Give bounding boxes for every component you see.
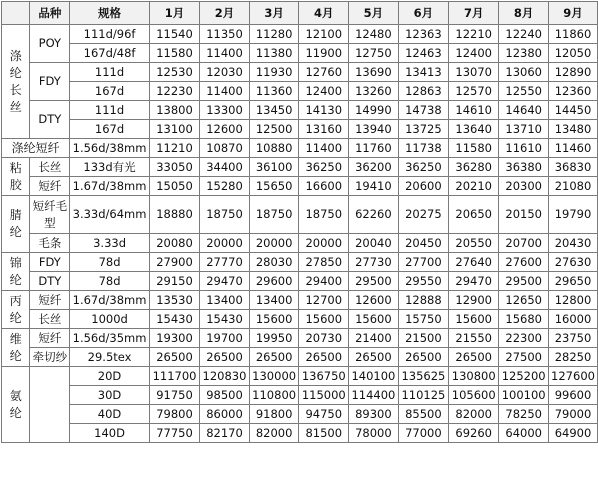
table-row	[2, 405, 598, 424]
value-cell-month-2: 29470	[200, 272, 250, 291]
value-cell-month-3: 12500	[249, 120, 299, 139]
subcategory-vinylon-staple: 短纤	[30, 329, 70, 348]
value-cell-month-4: 115000	[299, 386, 349, 405]
value-cell-month-2: 13300	[200, 101, 250, 120]
value-cell-month-2: 98500	[200, 386, 250, 405]
value-cell-month-2: 82170	[200, 424, 250, 443]
value-cell-month-3: 36100	[249, 158, 299, 177]
spec-cell: 1.56d/38mm	[70, 139, 150, 158]
spec-cell: 20D	[70, 367, 150, 386]
value-cell-month-8: 12240	[499, 25, 549, 44]
table-row	[2, 82, 598, 101]
value-cell-month-4: 12700	[299, 291, 349, 310]
value-cell-month-5: 13260	[349, 82, 399, 101]
value-cell-month-2: 86000	[200, 405, 250, 424]
value-cell-month-5: 20040	[349, 234, 399, 253]
value-cell-month-3: 13450	[249, 101, 299, 120]
value-cell-month-6: 21500	[398, 329, 448, 348]
table-row	[2, 310, 598, 329]
table-row	[2, 291, 598, 310]
value-cell-month-1: 15430	[149, 310, 199, 329]
header-spec: 规格	[70, 2, 150, 25]
value-cell-month-9: 12800	[549, 291, 598, 310]
value-cell-month-8: 15680	[499, 310, 549, 329]
spec-cell: 111d	[70, 63, 150, 82]
value-cell-month-5: 12480	[349, 25, 399, 44]
subcategory-pp-staple: 短纤	[30, 291, 70, 310]
header-month-3: 3月	[249, 2, 299, 25]
value-cell-month-1: 13800	[149, 101, 199, 120]
value-cell-month-9: 29650	[549, 272, 598, 291]
value-cell-month-1: 111700	[149, 367, 199, 386]
value-cell-month-1: 13100	[149, 120, 199, 139]
table-row	[2, 177, 598, 196]
value-cell-month-4: 94750	[299, 405, 349, 424]
spec-cell: 78d	[70, 272, 150, 291]
value-cell-month-4: 12400	[299, 82, 349, 101]
value-cell-month-1: 20080	[149, 234, 199, 253]
value-cell-month-2: 34400	[200, 158, 250, 177]
value-cell-month-3: 13400	[249, 291, 299, 310]
value-cell-month-7: 13640	[449, 120, 499, 139]
value-cell-month-5: 27730	[349, 253, 399, 272]
value-cell-month-9: 21080	[549, 177, 598, 196]
spec-cell: 111d	[70, 101, 150, 120]
value-cell-month-7: 14610	[449, 101, 499, 120]
value-cell-month-5: 15600	[349, 310, 399, 329]
value-cell-month-6: 85500	[398, 405, 448, 424]
value-cell-month-1: 79800	[149, 405, 199, 424]
subcategory-nylon-dty: DTY	[30, 272, 70, 291]
value-cell-month-7: 69260	[449, 424, 499, 443]
category-viscose: 粘胶	[2, 158, 30, 196]
value-cell-month-5: 36200	[349, 158, 399, 177]
value-cell-month-7: 12400	[449, 44, 499, 63]
value-cell-month-5: 26500	[349, 348, 399, 367]
value-cell-month-4: 14130	[299, 101, 349, 120]
spec-cell: 78d	[70, 253, 150, 272]
subcategory-pp-filament: 长丝	[30, 310, 70, 329]
value-cell-month-6: 20275	[398, 196, 448, 234]
table-row	[2, 139, 598, 158]
subcategory-viscose-filament: 长丝	[30, 158, 70, 177]
value-cell-month-7: 36280	[449, 158, 499, 177]
value-cell-month-9: 12360	[549, 82, 598, 101]
value-cell-month-9: 28250	[549, 348, 598, 367]
table-row	[2, 158, 598, 177]
value-cell-month-1: 26500	[149, 348, 199, 367]
value-cell-month-2: 20000	[200, 234, 250, 253]
value-cell-month-5: 14990	[349, 101, 399, 120]
value-cell-month-3: 91800	[249, 405, 299, 424]
value-cell-month-4: 27850	[299, 253, 349, 272]
value-cell-month-2: 15280	[200, 177, 250, 196]
subcategory-spandex-blank	[30, 367, 70, 443]
value-cell-month-3: 19950	[249, 329, 299, 348]
spec-cell: 111d/96f	[70, 25, 150, 44]
value-cell-month-8: 29500	[499, 272, 549, 291]
value-cell-month-6: 36250	[398, 158, 448, 177]
value-cell-month-1: 13530	[149, 291, 199, 310]
value-cell-month-5: 13690	[349, 63, 399, 82]
table-row	[2, 196, 598, 234]
header-month-9: 9月	[549, 2, 598, 25]
header-month-5: 5月	[349, 2, 399, 25]
table-row	[2, 253, 598, 272]
value-cell-month-6: 29550	[398, 272, 448, 291]
value-cell-month-2: 11400	[200, 82, 250, 101]
category-vinylon: 维纶	[2, 329, 30, 367]
value-cell-month-4: 81500	[299, 424, 349, 443]
subcategory-viscose-staple: 短纤	[30, 177, 70, 196]
value-cell-month-6: 15750	[398, 310, 448, 329]
header-month-8: 8月	[499, 2, 549, 25]
value-cell-month-8: 14640	[499, 101, 549, 120]
value-cell-month-4: 20000	[299, 234, 349, 253]
value-cell-month-8: 125200	[499, 367, 549, 386]
value-cell-month-3: 10880	[249, 139, 299, 158]
value-cell-month-8: 27600	[499, 253, 549, 272]
value-cell-month-4: 18750	[299, 196, 349, 234]
value-cell-month-8: 64000	[499, 424, 549, 443]
category-polypropylene: 丙纶	[2, 291, 30, 329]
value-cell-month-1: 11540	[149, 25, 199, 44]
value-cell-month-6: 27700	[398, 253, 448, 272]
value-cell-month-2: 12600	[200, 120, 250, 139]
value-cell-month-1: 11210	[149, 139, 199, 158]
value-cell-month-5: 29500	[349, 272, 399, 291]
value-cell-month-8: 27500	[499, 348, 549, 367]
value-cell-month-4: 15600	[299, 310, 349, 329]
table-row	[2, 63, 598, 82]
value-cell-month-8: 12550	[499, 82, 549, 101]
value-cell-month-6: 12888	[398, 291, 448, 310]
value-cell-month-4: 16600	[299, 177, 349, 196]
value-cell-month-4: 13160	[299, 120, 349, 139]
value-cell-month-9: 36830	[549, 158, 598, 177]
value-cell-month-8: 11610	[499, 139, 549, 158]
value-cell-month-1: 15050	[149, 177, 199, 196]
value-cell-month-8: 22300	[499, 329, 549, 348]
value-cell-month-2: 11350	[200, 25, 250, 44]
subcategory-vinylon-stretch: 牵切纱	[30, 348, 70, 367]
header-variety: 品种	[30, 2, 70, 25]
value-cell-month-6: 12863	[398, 82, 448, 101]
value-cell-month-7: 20650	[449, 196, 499, 234]
category-nylon: 锦纶	[2, 253, 30, 291]
value-cell-month-3: 29600	[249, 272, 299, 291]
spec-cell: 3.33d/64mm	[70, 196, 150, 234]
value-cell-month-2: 10870	[200, 139, 250, 158]
value-cell-month-5: 19410	[349, 177, 399, 196]
value-cell-month-5: 114400	[349, 386, 399, 405]
value-cell-month-9: 13480	[549, 120, 598, 139]
value-cell-month-6: 12363	[398, 25, 448, 44]
value-cell-month-7: 29470	[449, 272, 499, 291]
table-row	[2, 367, 598, 386]
table-row	[2, 25, 598, 44]
value-cell-month-7: 130800	[449, 367, 499, 386]
value-cell-month-6: 77000	[398, 424, 448, 443]
value-cell-month-9: 11860	[549, 25, 598, 44]
value-cell-month-1: 18880	[149, 196, 199, 234]
value-cell-month-4: 20730	[299, 329, 349, 348]
value-cell-month-1: 12530	[149, 63, 199, 82]
header-row	[2, 2, 598, 25]
value-cell-month-9: 127600	[549, 367, 598, 386]
value-cell-month-3: 110800	[249, 386, 299, 405]
header-month-1: 1月	[149, 2, 199, 25]
value-cell-month-6: 26500	[398, 348, 448, 367]
value-cell-month-5: 21400	[349, 329, 399, 348]
value-cell-month-6: 110125	[398, 386, 448, 405]
category-spandex: 氨纶	[2, 367, 30, 443]
header-month-2: 2月	[200, 2, 250, 25]
value-cell-month-7: 12210	[449, 25, 499, 44]
value-cell-month-7: 26500	[449, 348, 499, 367]
subcategory-dty: DTY	[30, 101, 70, 139]
value-cell-month-2: 15430	[200, 310, 250, 329]
category-polyester-staple: 涤纶短纤	[2, 139, 70, 158]
value-cell-month-2: 26500	[200, 348, 250, 367]
value-cell-month-5: 11760	[349, 139, 399, 158]
subcategory-nylon-fdy: FDY	[30, 253, 70, 272]
subcategory-acrylic-tow: 毛条	[30, 234, 70, 253]
value-cell-month-3: 20000	[249, 234, 299, 253]
header-month-6: 6月	[398, 2, 448, 25]
spec-cell: 1.56d/35mm	[70, 329, 150, 348]
value-cell-month-4: 12100	[299, 25, 349, 44]
spec-cell: 30D	[70, 386, 150, 405]
value-cell-month-4: 26500	[299, 348, 349, 367]
value-cell-month-1: 11580	[149, 44, 199, 63]
value-cell-month-4: 136750	[299, 367, 349, 386]
table-row	[2, 120, 598, 139]
value-cell-month-1: 27900	[149, 253, 199, 272]
header-blank	[2, 2, 30, 25]
table-row	[2, 329, 598, 348]
value-cell-month-3: 11380	[249, 44, 299, 63]
value-cell-month-5: 13940	[349, 120, 399, 139]
value-cell-month-6: 20600	[398, 177, 448, 196]
value-cell-month-6: 13413	[398, 63, 448, 82]
subcategory-poy: POY	[30, 25, 70, 63]
value-cell-month-3: 15650	[249, 177, 299, 196]
value-cell-month-9: 23750	[549, 329, 598, 348]
spec-cell: 40D	[70, 405, 150, 424]
spec-cell: 1000d	[70, 310, 150, 329]
value-cell-month-2: 18750	[200, 196, 250, 234]
spec-cell: 133d有光	[70, 158, 150, 177]
value-cell-month-5: 12600	[349, 291, 399, 310]
value-cell-month-9: 99600	[549, 386, 598, 405]
value-cell-month-7: 105600	[449, 386, 499, 405]
value-cell-month-1: 29150	[149, 272, 199, 291]
value-cell-month-9: 64900	[549, 424, 598, 443]
spec-cell: 167d/48f	[70, 44, 150, 63]
value-cell-month-4: 11400	[299, 139, 349, 158]
value-cell-month-5: 62260	[349, 196, 399, 234]
value-cell-month-2: 13400	[200, 291, 250, 310]
value-cell-month-7: 12570	[449, 82, 499, 101]
table-row	[2, 101, 598, 120]
value-cell-month-4: 29400	[299, 272, 349, 291]
value-cell-month-5: 89300	[349, 405, 399, 424]
value-cell-month-6: 13725	[398, 120, 448, 139]
value-cell-month-3: 28030	[249, 253, 299, 272]
value-cell-month-2: 27770	[200, 253, 250, 272]
table-row	[2, 348, 598, 367]
value-cell-month-3: 11360	[249, 82, 299, 101]
value-cell-month-3: 26500	[249, 348, 299, 367]
value-cell-month-8: 12380	[499, 44, 549, 63]
value-cell-month-3: 15600	[249, 310, 299, 329]
value-cell-month-9: 14450	[549, 101, 598, 120]
value-cell-month-7: 20550	[449, 234, 499, 253]
value-cell-month-8: 20700	[499, 234, 549, 253]
value-cell-month-6: 12463	[398, 44, 448, 63]
value-cell-month-8: 20300	[499, 177, 549, 196]
price-table	[1, 1, 598, 443]
value-cell-month-6: 135625	[398, 367, 448, 386]
header-month-7: 7月	[449, 2, 499, 25]
value-cell-month-7: 11580	[449, 139, 499, 158]
value-cell-month-7: 21550	[449, 329, 499, 348]
value-cell-month-4: 11900	[299, 44, 349, 63]
value-cell-month-2: 120830	[200, 367, 250, 386]
value-cell-month-8: 13710	[499, 120, 549, 139]
value-cell-month-7: 82000	[449, 405, 499, 424]
table-row	[2, 386, 598, 405]
value-cell-month-2: 19700	[200, 329, 250, 348]
spec-cell: 140D	[70, 424, 150, 443]
value-cell-month-1: 12230	[149, 82, 199, 101]
value-cell-month-1: 77750	[149, 424, 199, 443]
value-cell-month-9: 11460	[549, 139, 598, 158]
value-cell-month-9: 27630	[549, 253, 598, 272]
value-cell-month-8: 13060	[499, 63, 549, 82]
value-cell-month-9: 16000	[549, 310, 598, 329]
value-cell-month-3: 11280	[249, 25, 299, 44]
value-cell-month-2: 12030	[200, 63, 250, 82]
value-cell-month-7: 27640	[449, 253, 499, 272]
value-cell-month-7: 13070	[449, 63, 499, 82]
value-cell-month-6: 14738	[398, 101, 448, 120]
category-acrylic: 腈纶	[2, 196, 30, 253]
value-cell-month-1: 91750	[149, 386, 199, 405]
table-row	[2, 44, 598, 63]
value-cell-month-8: 12650	[499, 291, 549, 310]
subcategory-acrylic-staple: 短纤毛型	[30, 196, 70, 234]
value-cell-month-1: 19300	[149, 329, 199, 348]
spec-cell: 1.67d/38mm	[70, 291, 150, 310]
spec-cell: 3.33d	[70, 234, 150, 253]
value-cell-month-3: 18750	[249, 196, 299, 234]
value-cell-month-4: 36250	[299, 158, 349, 177]
value-cell-month-2: 11400	[200, 44, 250, 63]
value-cell-month-9: 20430	[549, 234, 598, 253]
category-polyester-filament: 涤纶长丝	[2, 25, 30, 139]
table-row	[2, 424, 598, 443]
value-cell-month-9: 12050	[549, 44, 598, 63]
value-cell-month-7: 15600	[449, 310, 499, 329]
value-cell-month-5: 78000	[349, 424, 399, 443]
spec-cell: 1.67d/38mm	[70, 177, 150, 196]
value-cell-month-7: 12900	[449, 291, 499, 310]
header-month-4: 4月	[299, 2, 349, 25]
table-row	[2, 234, 598, 253]
spec-cell: 167d	[70, 120, 150, 139]
table-row	[2, 272, 598, 291]
value-cell-month-9: 12890	[549, 63, 598, 82]
spec-cell: 29.5tex	[70, 348, 150, 367]
value-cell-month-6: 20450	[398, 234, 448, 253]
value-cell-month-3: 11930	[249, 63, 299, 82]
value-cell-month-5: 12750	[349, 44, 399, 63]
value-cell-month-9: 79000	[549, 405, 598, 424]
spec-cell: 167d	[70, 82, 150, 101]
value-cell-month-8: 36380	[499, 158, 549, 177]
value-cell-month-8: 78250	[499, 405, 549, 424]
value-cell-month-3: 82000	[249, 424, 299, 443]
value-cell-month-7: 20210	[449, 177, 499, 196]
value-cell-month-6: 11738	[398, 139, 448, 158]
value-cell-month-8: 20150	[499, 196, 549, 234]
value-cell-month-9: 19790	[549, 196, 598, 234]
subcategory-fdy: FDY	[30, 63, 70, 101]
value-cell-month-5: 140100	[349, 367, 399, 386]
value-cell-month-8: 100100	[499, 386, 549, 405]
value-cell-month-3: 130000	[249, 367, 299, 386]
value-cell-month-1: 33050	[149, 158, 199, 177]
value-cell-month-4: 12760	[299, 63, 349, 82]
